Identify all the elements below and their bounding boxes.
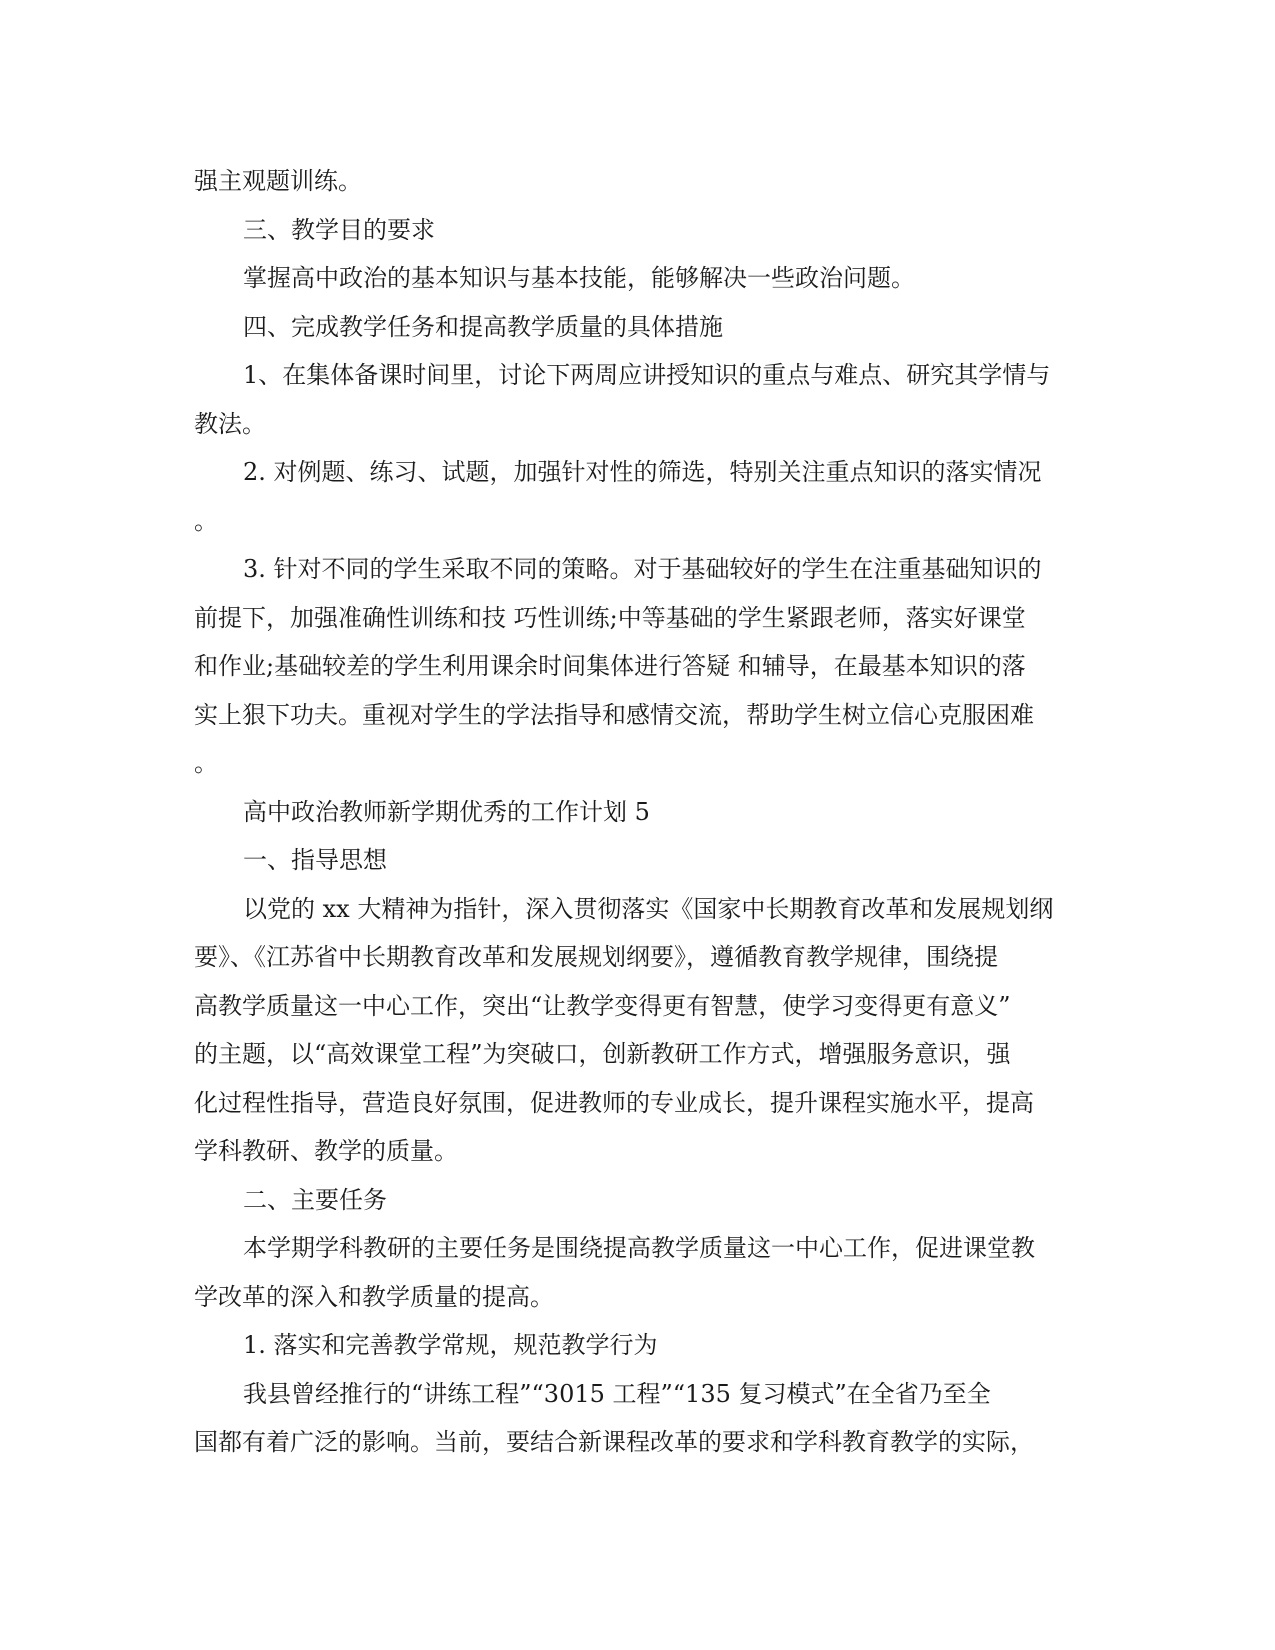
paragraph-tasks-line-1: 本学期学科教研的主要任务是围绕提高教学质量这一中心工作，促进课堂教	[243, 1234, 1035, 1262]
paragraph-tasks-line-2: 学改革的深入和教学质量的提高。	[194, 1282, 554, 1311]
list-item-3-line-5: 。	[194, 749, 218, 777]
section-heading-measures: 四、完成教学任务和提高教学质量的具体措施	[243, 312, 723, 341]
paragraph-routine-line-1: 我县曾经推行的“讲练工程”“3015 工程”“135 复习模式”在全省乃至全	[243, 1379, 991, 1408]
section-heading-main-tasks: 二、主要任务	[243, 1185, 387, 1214]
paragraph-objectives: 掌握高中政治的基本知识与基本技能，能够解决一些政治问题。	[243, 264, 915, 292]
paragraph-ideology-line-6: 学科教研、教学的质量。	[194, 1137, 458, 1165]
list-item-3-line-2: 前提下，加强准确性训练和技 巧性训练;中等基础的学生紧跟老师，落实好课堂	[194, 603, 1026, 632]
paragraph-ideology-line-3: 高教学质量这一中心工作，突出“让教学变得更有智慧，使学习变得更有意义”	[194, 991, 1011, 1020]
list-item-3-line-3: 和作业;基础较差的学生利用课余时间集体进行答疑 和辅导，在最基本知识的落	[194, 652, 1026, 680]
list-item-3-line-4: 实上狠下功夫。重视对学生的学法指导和感情交流，帮助学生树立信心克服困难	[194, 700, 1034, 729]
subheading-teaching-routine: 1. 落实和完善教学常规，规范教学行为	[243, 1331, 658, 1359]
paragraph-ideology-line-4: 的主题，以“高效课堂工程”为突破口，创新教研工作方式，增强服务意识，强	[194, 1040, 1011, 1068]
paragraph-ideology-line-1: 以党的 xx 大精神为指针，深入贯彻落实《国家中长期教育改革和发展规划纲	[243, 894, 1054, 923]
paragraph-routine-line-2: 国都有着广泛的影响。当前，要结合新课程改革的要求和学科教育教学的实际，	[194, 1428, 1034, 1456]
section-heading-guiding-ideology: 一、指导思想	[243, 846, 387, 874]
list-item-3-line-1: 3. 针对不同的学生采取不同的策略。对于基础较好的学生在注重基础知识的	[243, 555, 1042, 583]
paragraph-ideology-line-5: 化过程性指导，营造良好氛围，促进教师的专业成长，提升课程实施水平，提高	[194, 1088, 1034, 1117]
list-item-1-line-2: 教法。	[194, 409, 266, 438]
document-subtitle-plan-5: 高中政治教师新学期优秀的工作计划 5	[243, 797, 650, 826]
text-line-continuation: 强主观题训练。	[194, 167, 362, 195]
section-heading-teaching-objectives: 三、教学目的要求	[243, 215, 435, 244]
list-item-2-line-2: 。	[194, 506, 218, 535]
list-item-2-line-1: 2. 对例题、练习、试题，加强针对性的筛选，特别关注重点知识的落实情况	[243, 458, 1042, 486]
document-body	[194, 157, 1080, 1467]
list-item-1-line-1: 1、在集体备课时间里，讨论下两周应讲授知识的重点与难点、研究其学情与	[243, 361, 1051, 389]
paragraph-ideology-line-2: 要》、《江苏省中长期教育改革和发展规划纲要》，遵循教育教学规律，围绕提	[194, 943, 998, 971]
